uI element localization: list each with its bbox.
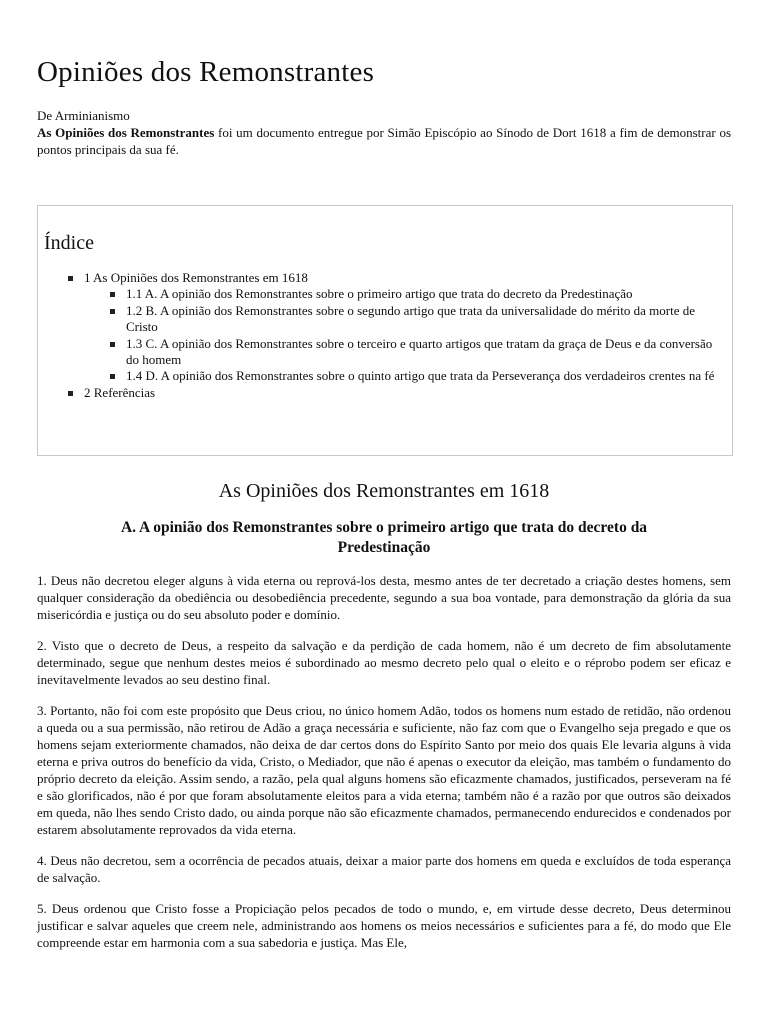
paragraph-5: 5. Deus ordenou que Cristo fosse a Propiciação pelos pecados de todo o mundo, e, em virtude desse decreto, Deus determinou justificar e salvar aqueles que creem nele, administrando aos homens os meios necessários e suficientes para a fé, do modo que Ele compreende estar em harmonia com a sua sabedoria e justiça. Mas Ele, xyxy=(37,901,731,950)
bullet-icon xyxy=(110,342,115,347)
toc-link-1-4[interactable]: 1.4 D. A opinião dos Remonstrantes sobre o quinto artigo que trata da Perseverança dos verdadeiros crentes na fé xyxy=(126,368,715,384)
toc-link-2[interactable]: 2 Referências xyxy=(84,384,156,400)
bullet-icon xyxy=(110,309,115,314)
toc-link-1-2[interactable]: 1.2 B. A opinião dos Remonstrantes sobre o segundo artigo que trata da universalidade do mérito da morte de Cristo xyxy=(126,302,695,335)
paragraph-2: 2. Visto que o decreto de Deus, a respeito da salvação e da perdição de cada homem, não é um decreto de fim absolutamente determinado, segue que nenhum destes meios é subordinado ao mesmo decreto pelo qual o eleito e o réprobo podem ser eficaz e inevitavelmente levados ao seu destino final. xyxy=(37,638,731,687)
toc-item-1 xyxy=(44,270,726,385)
table-of-contents xyxy=(37,205,733,456)
toc-link-1[interactable]: 1 As Opiniões dos Remonstrantes em 1618 xyxy=(84,270,308,285)
toc-item-1-4 xyxy=(84,368,726,384)
paragraph-3: 3. Portanto, não foi com este propósito que Deus criou, no único homem Adão, todos os homens num estado de retidão, não ordenou a queda ou a sua permissão, não retirou de Adão a graça necessária e suficiente, não faz com que o Evangelho seja pregado e que os homens sejam exteriormente chamados, não deixa de dar certos dons do Espírito Santo por meio dos quais Ele levaria alguns à vida eterna e priva outros do benefício da vida, Cristo, o Mediador, que não é apenas o executor da eleição, mas também o fundamento do próprio decreto da eleição. Assim sendo, a razão, pela qual alguns homens são eficazmente chamados, justificados, perseveram na fé e são glorificados, não é por que foram absolutamente eleitos para a vida eterna; também não é a razão por que outros são deixados em queda, não lhes sendo Cristo dado, ou ainda porque não são eficazmente chamados, permanecendo endurecidos e condenados por estarem absolutamente reprovados da vida eterna. xyxy=(37,703,731,837)
toc-link-1-3[interactable]: 1.3 C. A opinião dos Remonstrantes sobre o terceiro e quarto artigos que tratam da graça de Deus e da conversão do homem xyxy=(126,335,713,368)
toc-item-1-1 xyxy=(84,286,726,302)
bullet-icon xyxy=(110,374,115,379)
bullet-icon xyxy=(68,276,73,281)
toc-item-1-3 xyxy=(84,336,726,369)
bullet-icon xyxy=(110,292,115,297)
toc-sublist xyxy=(44,286,726,384)
section-heading: As Opiniões dos Remonstrantes em 1618 xyxy=(218,480,550,502)
toc-list xyxy=(44,270,726,401)
toc-item-2 xyxy=(44,385,726,401)
paragraph-4: 4. Deus não decretou, sem a ocorrência de pecados atuais, deixar a maior parte dos homens em queda e excluídos de toda esperança de salvação. xyxy=(37,853,731,885)
subsection-heading: A. A opinião dos Remonstrantes sobre o primeiro artigo que trata do decreto da Predestinação xyxy=(120,519,648,556)
intro-bold-term: As Opiniões dos Remonstrantes xyxy=(37,125,215,140)
toc-heading: Índice xyxy=(44,232,94,254)
origin-line: De Arminianismo xyxy=(37,108,130,123)
toc-item-1-2 xyxy=(84,303,726,336)
intro-paragraph xyxy=(37,124,731,158)
intro-text: foi um documento entregue por Simão Episcópio ao Sínodo de Dort 1618 a fim de demonstrar os pontos principais da sua fé. xyxy=(37,125,731,157)
page-title: Opiniões dos Remonstrantes xyxy=(37,56,375,88)
paragraph-1: 1. Deus não decretou eleger alguns à vida eterna ou reprová-los desta, mesmo antes de ter decretado a criação destes homens, sem qualquer consideração da obediência ou desobediência precedente, segundo a sua boa vontade, para demonstração da glória da sua misericórdia e justiça ou do seu absoluto poder e domínio. xyxy=(37,573,731,622)
bullet-icon xyxy=(68,391,73,396)
toc-link-1-1[interactable]: 1.1 A. A opinião dos Remonstrantes sobre o primeiro artigo que trata do decreto da Predestinação xyxy=(126,286,633,302)
